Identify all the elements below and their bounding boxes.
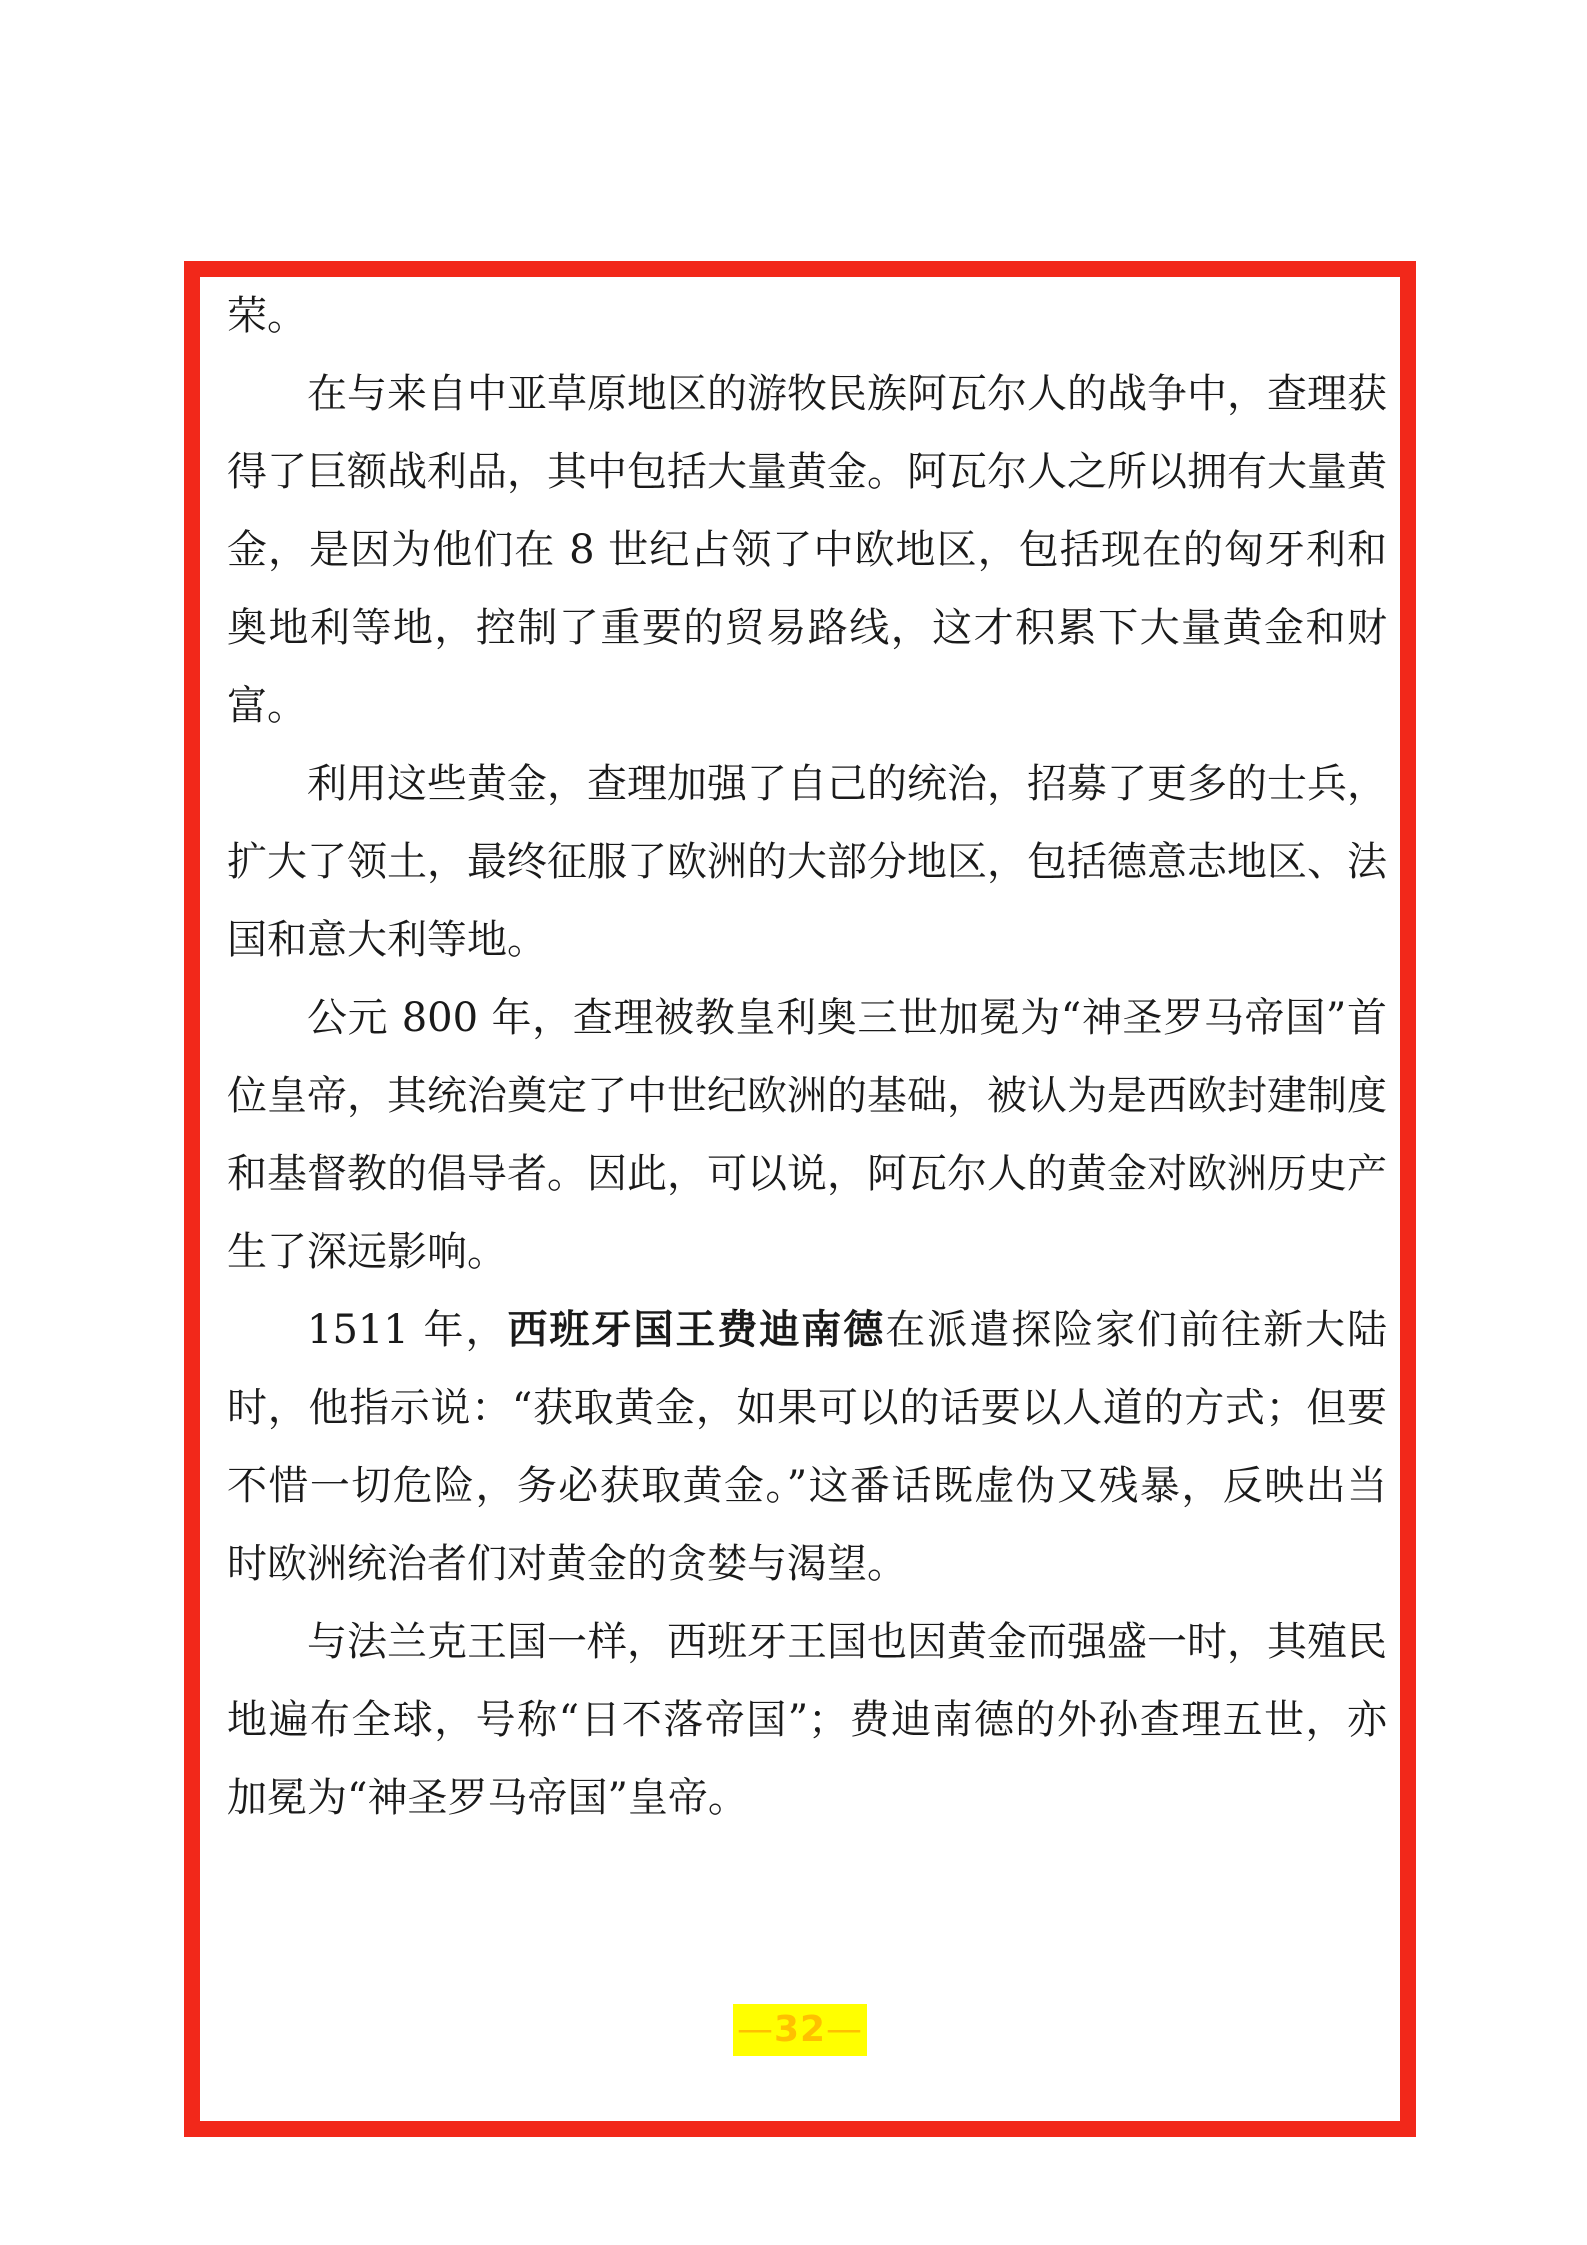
page-number-dash-left: —: [736, 2009, 774, 2050]
page-number-dash-right: —: [826, 2009, 864, 2050]
paragraph-2: 在与来自中亚草原地区的游牧民族阿瓦尔人的战争中，查理获得了巨额战利品，其中包括大量黄金。阿瓦尔人之所以拥有大量黄金，是因为他们在 8 世纪占领了中欧地区，包括现在的匈牙利和奥地利等地，控制了重要的贸易路线，这才积累下大量黄金和财富。: [227, 371, 1387, 729]
page-footer: [200, 2004, 1400, 2056]
body-text: [227, 277, 1387, 1837]
paragraph-5-prefix: 1511 年，: [307, 1307, 508, 1353]
paragraph-6: 与法兰克王国一样，西班牙王国也因黄金而强盛一时，其殖民地遍布全球，号称“日不落帝国”；费迪南德的外孙查理五世，亦加冕为“神圣罗马帝国”皇帝。: [227, 1619, 1387, 1821]
page-border-frame: [184, 261, 1416, 2137]
paragraph-5: [227, 1291, 1387, 1603]
paragraph-1: 荣。: [227, 293, 307, 339]
paragraph-4: 公元 800 年，查理被教皇利奥三世加冕为“神圣罗马帝国”首位皇帝，其统治奠定了中世纪欧洲的基础，被认为是西欧封建制度和基督教的倡导者。因此，可以说，阿瓦尔人的黄金对欧洲历史产生了深远影响。: [227, 995, 1387, 1275]
paragraph-5-suffix: 在派遣探险家们前往新大陆时，他指示说：“获取黄金，如果可以的话要以人道的方式；但要不惜一切危险，务必获取黄金。”这番话既虚伪又残暴，反映出当时欧洲统治者们对黄金的贪婪与渴望。: [227, 1307, 1388, 1587]
page-number-badge: [733, 2004, 867, 2056]
paragraph-5-bold-name: 西班牙国王费迪南德: [507, 1306, 886, 1353]
page-number: 32: [773, 2009, 827, 2050]
paragraph-3: 利用这些黄金，查理加强了自己的统治，招募了更多的士兵，扩大了领土，最终征服了欧洲的大部分地区，包括德意志地区、法国和意大利等地。: [227, 761, 1387, 963]
